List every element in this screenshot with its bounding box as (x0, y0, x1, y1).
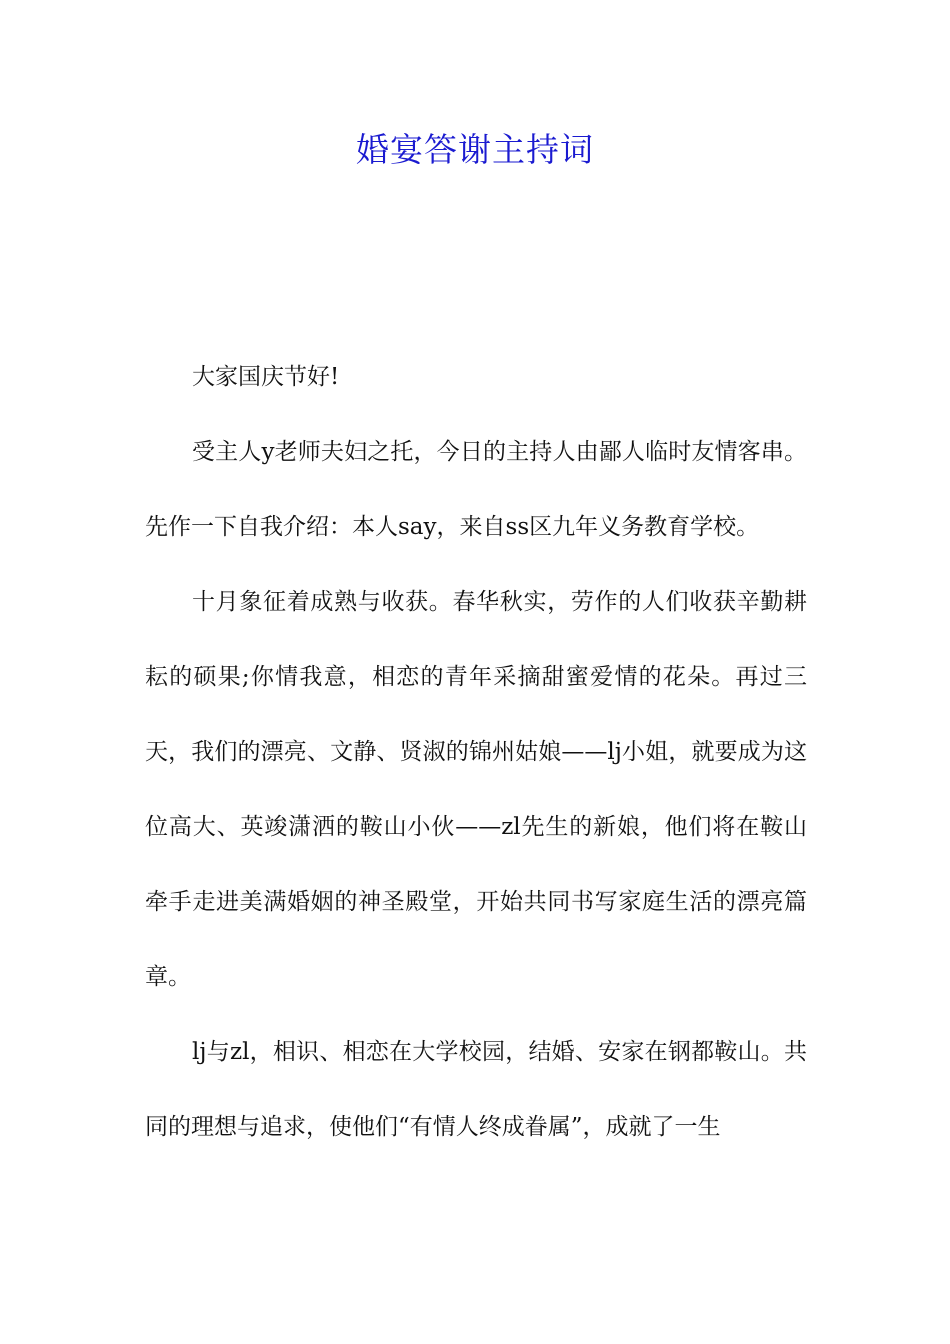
paragraph-greeting: 大家国庆节好! (192, 364, 340, 390)
paragraph-couple: lj与zl，相识、相恋在大学校园，结婚、安家在钢都鞍山。共同的理想与追求，使他们“有情人终成眷属”，成就了一生 (145, 1039, 807, 1140)
document-title: 婚宴答谢主持词 (356, 130, 594, 169)
paragraph-october: 十月象征着成熟与收获。春华秋实，劳作的人们收获辛勤耕耘的硕果;你情我意，相恋的青年采摘甜蜜爱情的花朵。再过三天，我们的漂亮、文静、贤淑的锦州姑娘——lj小姐，就要成为这位高大、英竣潇洒的鞍山小伙——zl先生的新娘，他们将在鞍山牵手走进美满婚姻的神圣殿堂，开始共同书写家庭生活的漂亮篇章。 (145, 589, 807, 990)
paragraph-introduction: 受主人y老师夫妇之托，今日的主持人由鄙人临时友情客串。先作一下自我介绍：本人say，来自ss区九年义务教育学校。 (145, 439, 807, 540)
document-body (145, 340, 807, 1165)
